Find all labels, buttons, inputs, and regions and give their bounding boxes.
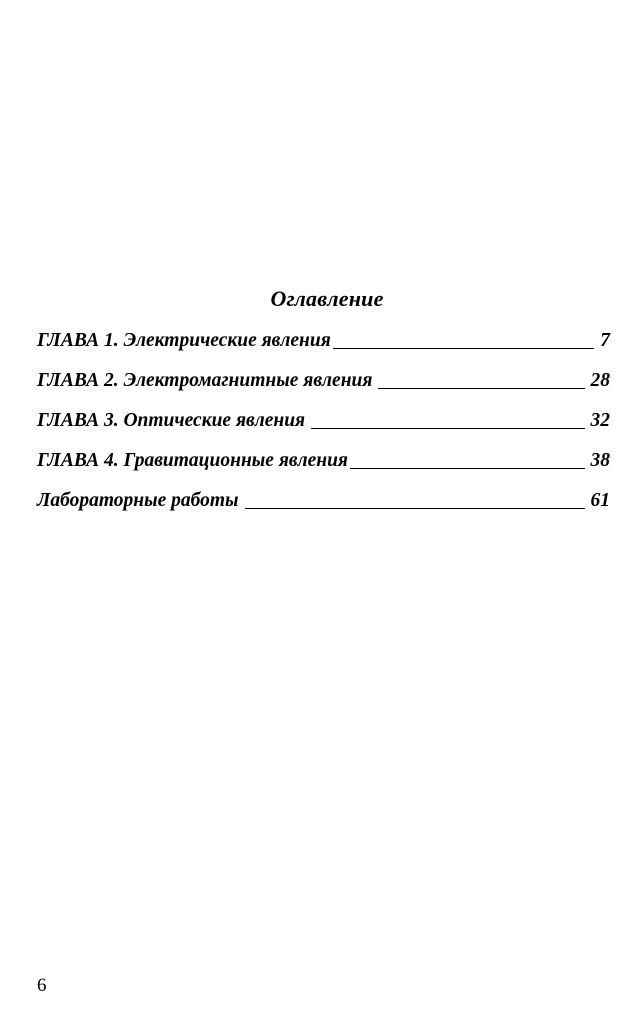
toc-entry-page: 7 bbox=[600, 330, 610, 351]
toc-leader-line bbox=[245, 508, 585, 509]
toc-entry-chapter-1[interactable] bbox=[37, 330, 610, 370]
toc-list bbox=[37, 330, 610, 530]
toc-entry-label: ГЛАВА 2. Электромагнитные явления bbox=[37, 370, 373, 391]
toc-entry-page: 28 bbox=[590, 370, 610, 391]
toc-title: Оглавление bbox=[270, 286, 384, 311]
toc-leader-line bbox=[333, 348, 594, 349]
page-number: 6 bbox=[37, 975, 47, 996]
toc-entry-chapter-3[interactable] bbox=[37, 410, 610, 450]
toc-entry-page: 61 bbox=[590, 490, 610, 511]
toc-entry-label: ГЛАВА 1. Электрические явления bbox=[37, 330, 331, 351]
toc-entry-label: Лабораторные работы bbox=[37, 490, 239, 511]
toc-entry-page: 38 bbox=[590, 450, 610, 471]
toc-leader-line bbox=[311, 428, 584, 429]
toc-entry-page: 32 bbox=[590, 410, 610, 431]
toc-entry-label: ГЛАВА 4. Гравитационные явления bbox=[37, 450, 348, 471]
toc-entry-lab-works[interactable] bbox=[37, 490, 610, 530]
toc-leader-line bbox=[350, 468, 585, 469]
toc-entry-chapter-4[interactable] bbox=[37, 450, 610, 490]
toc-leader-line bbox=[378, 388, 584, 389]
toc-entry-label: ГЛАВА 3. Оптические явления bbox=[37, 410, 306, 431]
toc-entry-chapter-2[interactable] bbox=[37, 370, 610, 410]
